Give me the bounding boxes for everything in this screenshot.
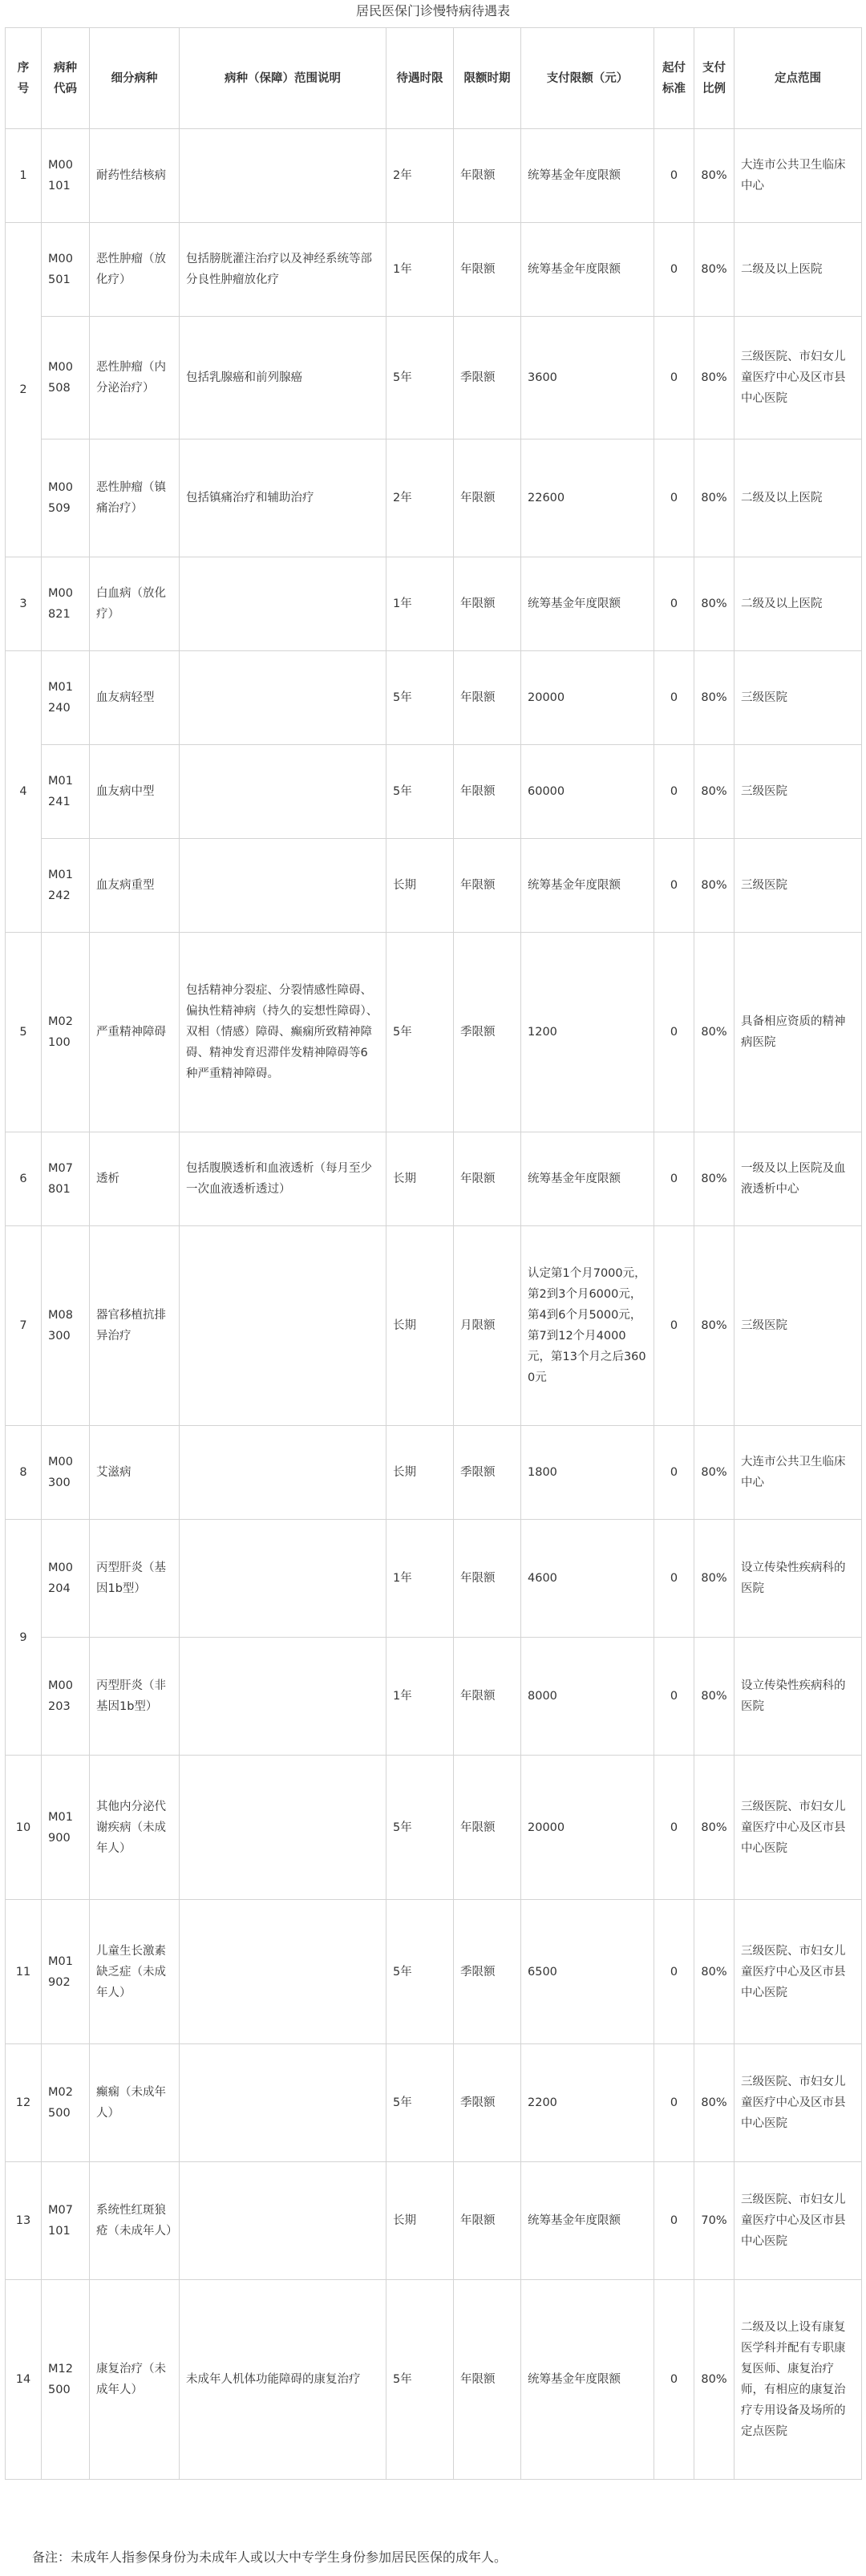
coverage-description: 包括乳腺癌和前列腺癌: [180, 317, 386, 439]
disease-code: M12500: [42, 2280, 90, 2480]
waiting-period: 5年: [386, 2280, 454, 2480]
seq-number: 4: [6, 651, 42, 933]
subtype-name: 严重精神障碍: [90, 933, 180, 1132]
disease-code: M01902: [42, 1900, 90, 2044]
table-row: [6, 745, 862, 839]
limit-period: 年限额: [454, 1520, 521, 1638]
designated-scope: 三级医院: [734, 745, 862, 839]
limit-period: 年限额: [454, 745, 521, 839]
payment-limit: 统筹基金年度限额: [521, 839, 654, 933]
disease-code: M00508: [42, 317, 90, 439]
table-row: [6, 1426, 862, 1520]
payment-limit: 20000: [521, 1756, 654, 1900]
coverage-description: 未成年人机体功能障碍的康复治疗: [180, 2280, 386, 2480]
payment-ratio: 80%: [694, 839, 734, 933]
coverage-description: [180, 2162, 386, 2280]
table-row: [6, 317, 862, 439]
waiting-period: 1年: [386, 223, 454, 317]
waiting-period: 1年: [386, 557, 454, 651]
table-row: [6, 2162, 862, 2280]
subtype-name: 恶性肿瘤（内分泌治疗）: [90, 317, 180, 439]
table-row: [6, 223, 862, 317]
waiting-period: 2年: [386, 129, 454, 223]
waiting-period: 5年: [386, 317, 454, 439]
waiting-period: 5年: [386, 1756, 454, 1900]
table-row: [6, 1520, 862, 1638]
table-row: [6, 1900, 862, 2044]
limit-period: 季限额: [454, 317, 521, 439]
disease-code: M02100: [42, 933, 90, 1132]
seq-number: 2: [6, 223, 42, 557]
waiting-period: 长期: [386, 1132, 454, 1226]
coverage-description: [180, 1426, 386, 1520]
disease-code: M00501: [42, 223, 90, 317]
threshold: 0: [654, 933, 694, 1132]
table-row: [6, 933, 862, 1132]
header-code: 病种代码: [42, 28, 90, 129]
footnote: 备注：未成年人指参保身份为未成年人或以大中专学生身份参加居民医保的成年人。: [32, 2550, 508, 2565]
threshold: 0: [654, 129, 694, 223]
payment-limit: 统筹基金年度限额: [521, 223, 654, 317]
subtype-name: 白血病（放化疗）: [90, 557, 180, 651]
payment-ratio: 80%: [694, 1900, 734, 2044]
threshold: 0: [654, 1520, 694, 1638]
coverage-description: 包括精神分裂症、分裂情感性障碍、偏执性精神病（持久的妄想性障碍）、双相（情感）障碍、癫痫所致精神障碍、精神发育迟滞伴发精神障碍等6种严重精神障碍。: [180, 933, 386, 1132]
coverage-description: [180, 1520, 386, 1638]
payment-ratio: 80%: [694, 1226, 734, 1426]
table-row: [6, 439, 862, 557]
subtype-name: 丙型肝炎（基因1b型）: [90, 1520, 180, 1638]
designated-scope: 具备相应资质的精神病医院: [734, 933, 862, 1132]
seq-number: 6: [6, 1132, 42, 1226]
waiting-period: 5年: [386, 651, 454, 745]
disease-code: M01240: [42, 651, 90, 745]
designated-scope: 三级医院: [734, 839, 862, 933]
limit-period: 季限额: [454, 2044, 521, 2162]
disease-code: M00300: [42, 1426, 90, 1520]
limit-period: 季限额: [454, 1426, 521, 1520]
table-row: [6, 2044, 862, 2162]
limit-period: 年限额: [454, 2162, 521, 2280]
payment-ratio: 80%: [694, 557, 734, 651]
header-row: [6, 28, 862, 129]
disease-code: M00204: [42, 1520, 90, 1638]
threshold: 0: [654, 1426, 694, 1520]
payment-limit: 3600: [521, 317, 654, 439]
designated-scope: 三级医院、市妇女儿童医疗中心及区市县中心医院: [734, 1900, 862, 2044]
designated-scope: 二级及以上医院: [734, 439, 862, 557]
payment-limit: 认定第1个月7000元，第2到3个月6000元，第4到6个月5000元，第7到12个月4000元，第13个月之后3600元: [521, 1226, 654, 1426]
coverage-description: [180, 2044, 386, 2162]
payment-ratio: 80%: [694, 933, 734, 1132]
designated-scope: 三级医院、市妇女儿童医疗中心及区市县中心医院: [734, 317, 862, 439]
waiting-period: 1年: [386, 1520, 454, 1638]
limit-period: 年限额: [454, 129, 521, 223]
designated-scope: 三级医院、市妇女儿童医疗中心及区市县中心医院: [734, 2162, 862, 2280]
waiting-period: 5年: [386, 1900, 454, 2044]
coverage-description: [180, 651, 386, 745]
subtype-name: 透析: [90, 1132, 180, 1226]
seq-number: 11: [6, 1900, 42, 2044]
payment-limit: 统筹基金年度限额: [521, 2162, 654, 2280]
header-threshold: 起付标准: [654, 28, 694, 129]
limit-period: 年限额: [454, 2280, 521, 2480]
payment-limit: 统筹基金年度限额: [521, 1132, 654, 1226]
limit-period: 年限额: [454, 557, 521, 651]
limit-period: 年限额: [454, 223, 521, 317]
designated-scope: 三级医院、市妇女儿童医疗中心及区市县中心医院: [734, 1756, 862, 1900]
coverage-description: [180, 745, 386, 839]
seq-number: 14: [6, 2280, 42, 2480]
limit-period: 年限额: [454, 1132, 521, 1226]
waiting-period: 长期: [386, 1426, 454, 1520]
coverage-description: 包括镇痛治疗和辅助治疗: [180, 439, 386, 557]
payment-limit: 2200: [521, 2044, 654, 2162]
header-ratio: 支付比例: [694, 28, 734, 129]
coverage-description: [180, 1756, 386, 1900]
table-body: [6, 129, 862, 2480]
disease-code: M07801: [42, 1132, 90, 1226]
disease-code: M07101: [42, 2162, 90, 2280]
designated-scope: 二级及以上医院: [734, 557, 862, 651]
threshold: 0: [654, 2280, 694, 2480]
waiting-period: 2年: [386, 439, 454, 557]
disease-code: M00101: [42, 129, 90, 223]
threshold: 0: [654, 1900, 694, 2044]
payment-ratio: 80%: [694, 317, 734, 439]
payment-limit: 20000: [521, 651, 654, 745]
seq-number: 10: [6, 1756, 42, 1900]
waiting-period: 5年: [386, 2044, 454, 2162]
threshold: 0: [654, 1132, 694, 1226]
payment-limit: 8000: [521, 1638, 654, 1756]
coverage-description: 包括膀胱灌注治疗以及神经系统等部分良性肿瘤放化疗: [180, 223, 386, 317]
payment-ratio: 80%: [694, 223, 734, 317]
threshold: 0: [654, 2044, 694, 2162]
payment-limit: 统筹基金年度限额: [521, 2280, 654, 2480]
table-row: [6, 651, 862, 745]
subtype-name: 其他内分泌代谢疾病（未成年人）: [90, 1756, 180, 1900]
subtype-name: 恶性肿瘤（镇痛治疗）: [90, 439, 180, 557]
coverage-description: [180, 839, 386, 933]
coverage-description: [180, 557, 386, 651]
header-description: 病种（保障）范围说明: [180, 28, 386, 129]
seq-number: 13: [6, 2162, 42, 2280]
subtype-name: 血友病重型: [90, 839, 180, 933]
threshold: 0: [654, 1638, 694, 1756]
threshold: 0: [654, 1756, 694, 1900]
payment-ratio: 80%: [694, 1426, 734, 1520]
subtype-name: 器官移植抗排异治疗: [90, 1226, 180, 1426]
limit-period: 年限额: [454, 1756, 521, 1900]
waiting-period: 5年: [386, 933, 454, 1132]
seq-number: 5: [6, 933, 42, 1132]
payment-limit: 1200: [521, 933, 654, 1132]
waiting-period: 长期: [386, 2162, 454, 2280]
coverage-description: [180, 129, 386, 223]
table-row: [6, 557, 862, 651]
payment-ratio: 70%: [694, 2162, 734, 2280]
threshold: 0: [654, 557, 694, 651]
coverage-description: [180, 1226, 386, 1426]
payment-limit: 统筹基金年度限额: [521, 557, 654, 651]
payment-limit: 6500: [521, 1900, 654, 2044]
subtype-name: 恶性肿瘤（放化疗）: [90, 223, 180, 317]
payment-limit: 60000: [521, 745, 654, 839]
disease-code: M00509: [42, 439, 90, 557]
waiting-period: 1年: [386, 1638, 454, 1756]
table-row: [6, 1132, 862, 1226]
seq-number: 8: [6, 1426, 42, 1520]
threshold: 0: [654, 651, 694, 745]
payment-ratio: 80%: [694, 651, 734, 745]
waiting-period: 长期: [386, 1226, 454, 1426]
seq-number: 3: [6, 557, 42, 651]
limit-period: 年限额: [454, 439, 521, 557]
designated-scope: 二级及以上医院: [734, 223, 862, 317]
limit-period: 季限额: [454, 933, 521, 1132]
threshold: 0: [654, 1226, 694, 1426]
designated-scope: 设立传染性疾病科的医院: [734, 1638, 862, 1756]
table-row: [6, 1638, 862, 1756]
threshold: 0: [654, 317, 694, 439]
payment-ratio: 80%: [694, 439, 734, 557]
table-row: [6, 1226, 862, 1426]
threshold: 0: [654, 839, 694, 933]
subtype-name: 癫痫（未成年人）: [90, 2044, 180, 2162]
limit-period: 季限额: [454, 1900, 521, 2044]
payment-limit: 22600: [521, 439, 654, 557]
header-limit-period: 限额时期: [454, 28, 521, 129]
disease-code: M00203: [42, 1638, 90, 1756]
subtype-name: 康复治疗（未成年人）: [90, 2280, 180, 2480]
table-row: [6, 129, 862, 223]
payment-ratio: 80%: [694, 1520, 734, 1638]
table-row: [6, 839, 862, 933]
coverage-description: [180, 1900, 386, 2044]
subtype-name: 丙型肝炎（非基因1b型）: [90, 1638, 180, 1756]
disease-code: M01242: [42, 839, 90, 933]
disease-code: M01241: [42, 745, 90, 839]
designated-scope: 大连市公共卫生临床中心: [734, 129, 862, 223]
limit-period: 月限额: [454, 1226, 521, 1426]
threshold: 0: [654, 439, 694, 557]
subtype-name: 血友病轻型: [90, 651, 180, 745]
disease-code: M01900: [42, 1756, 90, 1900]
subtype-name: 艾滋病: [90, 1426, 180, 1520]
header-designated-scope: 定点范围: [734, 28, 862, 129]
waiting-period: 长期: [386, 839, 454, 933]
subtype-name: 系统性红斑狼疮（未成年人）: [90, 2162, 180, 2280]
payment-ratio: 80%: [694, 1756, 734, 1900]
table-row: [6, 2280, 862, 2480]
payment-limit: 1800: [521, 1426, 654, 1520]
payment-ratio: 80%: [694, 129, 734, 223]
designated-scope: 三级医院: [734, 651, 862, 745]
payment-ratio: 80%: [694, 2044, 734, 2162]
designated-scope: 大连市公共卫生临床中心: [734, 1426, 862, 1520]
designated-scope: 三级医院、市妇女儿童医疗中心及区市县中心医院: [734, 2044, 862, 2162]
disease-code: M02500: [42, 2044, 90, 2162]
payment-limit: 统筹基金年度限额: [521, 129, 654, 223]
seq-number: 1: [6, 129, 42, 223]
waiting-period: 5年: [386, 745, 454, 839]
coverage-description: 包括腹膜透析和血液透析（每月至少一次血液透析透过）: [180, 1132, 386, 1226]
subtype-name: 儿童生长激素缺乏症（未成年人）: [90, 1900, 180, 2044]
header-payment-limit: 支付限额（元）: [521, 28, 654, 129]
subtype-name: 血友病中型: [90, 745, 180, 839]
payment-ratio: 80%: [694, 2280, 734, 2480]
header-subtype: 细分病种: [90, 28, 180, 129]
limit-period: 年限额: [454, 1638, 521, 1756]
limit-period: 年限额: [454, 651, 521, 745]
threshold: 0: [654, 2162, 694, 2280]
header-waiting-period: 待遇时限: [386, 28, 454, 129]
subtype-name: 耐药性结核病: [90, 129, 180, 223]
treatment-table: [5, 27, 862, 2480]
designated-scope: 三级医院: [734, 1226, 862, 1426]
payment-ratio: 80%: [694, 745, 734, 839]
disease-code: M08300: [42, 1226, 90, 1426]
seq-number: 12: [6, 2044, 42, 2162]
payment-ratio: 80%: [694, 1132, 734, 1226]
seq-number: 7: [6, 1226, 42, 1426]
designated-scope: 一级及以上医院及血液透析中心: [734, 1132, 862, 1226]
seq-number: 9: [6, 1520, 42, 1756]
designated-scope: 设立传染性疾病科的医院: [734, 1520, 862, 1638]
header-seq: 序号: [6, 28, 42, 129]
threshold: 0: [654, 223, 694, 317]
limit-period: 年限额: [454, 839, 521, 933]
coverage-description: [180, 1638, 386, 1756]
payment-limit: 4600: [521, 1520, 654, 1638]
disease-code: M00821: [42, 557, 90, 651]
payment-ratio: 80%: [694, 1638, 734, 1756]
table-row: [6, 1756, 862, 1900]
page-title: 居民医保门诊慢特病待遇表: [355, 3, 510, 18]
designated-scope: 二级及以上设有康复医学科并配有专职康复医师、康复治疗师，有相应的康复治疗专用设备及场所的定点医院: [734, 2280, 862, 2480]
threshold: 0: [654, 745, 694, 839]
